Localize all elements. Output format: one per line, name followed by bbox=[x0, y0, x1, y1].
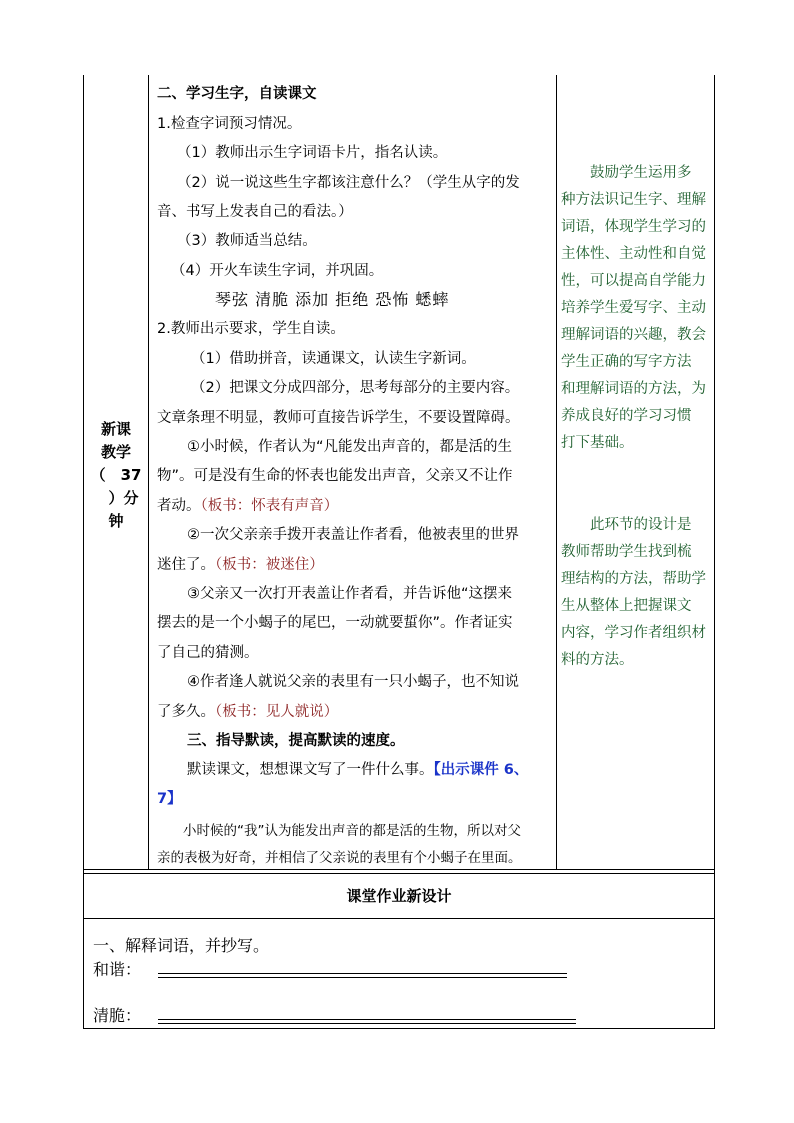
table-row-divider-2 bbox=[83, 873, 715, 874]
note-line: 料的方法。 bbox=[561, 652, 634, 668]
note-line: 生从整体上把握课文 bbox=[561, 598, 692, 614]
stage-label-line: ）分 bbox=[93, 489, 139, 507]
step-text: （2）说一说这些生字都该注意什么？（学生从字的发 bbox=[177, 175, 520, 191]
step-text: 默读课文，想想课文写了一件什么事。 bbox=[187, 762, 434, 778]
section-title: 二、学习生字，自读课文 bbox=[157, 86, 317, 102]
word-label: 清脆： bbox=[93, 1006, 142, 1025]
answer-text: 亲的表极为好奇，并相信了父亲说的表里有个小蝎子在里面。 bbox=[157, 850, 522, 866]
note-line: 内容，学习作者组织材 bbox=[561, 625, 706, 641]
paragraph-text: ③父亲又一次打开表盖让作者看，并告诉他“这摆来 bbox=[187, 586, 513, 602]
note-line: 学生正确的写字方法 bbox=[561, 354, 692, 370]
note-line: 和理解词语的方法，为 bbox=[561, 381, 706, 397]
stage-label-line: 教学 bbox=[100, 443, 131, 461]
paragraph-text: 了自己的猜测。 bbox=[157, 645, 259, 661]
step-text: 2.教师出示要求，学生自读。 bbox=[157, 321, 345, 337]
table-border-bottom bbox=[83, 1028, 715, 1029]
step-text: （2）把课文分成四部分，思考每部分的主要内容。 bbox=[191, 380, 520, 396]
note-line: 主体性、主动性和自觉 bbox=[561, 246, 706, 262]
courseware-note: 7】 bbox=[157, 791, 182, 807]
paragraph-text bbox=[157, 555, 324, 575]
paragraph-text: 了多久。 bbox=[157, 704, 215, 720]
paragraph-text: 摆去的是一个小蝎子的尾巴，一动就要蜇你”。作者证实 bbox=[157, 615, 513, 631]
answer-line[interactable] bbox=[158, 1019, 576, 1024]
paragraph-text: ①小时候，作者认为“凡能发出声音的，都是活的生 bbox=[187, 439, 513, 455]
design-note-1 bbox=[561, 160, 713, 457]
answer-line[interactable] bbox=[158, 973, 567, 978]
table-divider-1 bbox=[148, 75, 149, 869]
note-line: 教师帮助学生找到梳 bbox=[561, 544, 692, 560]
table-border-right bbox=[714, 75, 715, 1029]
step-text: （1）借助拼音，读通课文，认读生字新词。 bbox=[191, 351, 476, 367]
step-text: （1）教师出示生字词语卡片，指名认读。 bbox=[177, 145, 448, 161]
table-row-divider-1 bbox=[83, 869, 715, 870]
paragraph-text: 物”。可是没有生命的怀表也能发出声音，父亲又不让作 bbox=[157, 468, 513, 484]
table-row-divider-3 bbox=[83, 918, 715, 919]
step-text: 音、书写上发表自己的看法。） bbox=[157, 204, 353, 220]
word-label: 和谐： bbox=[93, 960, 142, 979]
paragraph-text: 者动。 bbox=[157, 498, 201, 514]
step-text: （3）教师适当总结。 bbox=[177, 233, 317, 249]
stage-label bbox=[86, 418, 146, 533]
note-line: 种方法识记生字、理解 bbox=[561, 192, 706, 208]
note-line: 性，可以提高自学能力 bbox=[561, 273, 706, 289]
step-text bbox=[187, 760, 528, 780]
paragraph-text: ②一次父亲亲手拨开表盖让作者看，他被表里的世界 bbox=[187, 527, 519, 543]
note-line: 养成良好的学习习惯 bbox=[561, 408, 692, 424]
design-note-2 bbox=[561, 512, 713, 674]
courseware-note: 【出示课件 6、 bbox=[433, 762, 529, 778]
paragraph-text bbox=[157, 496, 338, 516]
note-line: 鼓励学生运用多 bbox=[561, 165, 692, 181]
note-line: 打下基础。 bbox=[561, 435, 634, 451]
paragraph-text: 迷住了。 bbox=[157, 557, 215, 573]
stage-label-line: 钟 bbox=[108, 512, 124, 530]
board-note: （板书：怀表有声音） bbox=[200, 498, 339, 514]
step-text: 1.检查字词预习情况。 bbox=[157, 116, 302, 132]
paragraph-text: ④作者逢人就说父亲的表里有一只小蝎子，也不知说 bbox=[187, 674, 519, 690]
note-line: 此环节的设计是 bbox=[561, 517, 692, 533]
note-line: 培养学生爱写字、主动 bbox=[561, 300, 706, 316]
stage-label-line: 新课 bbox=[100, 420, 131, 438]
vocabulary-words: 琴弦 清脆 添加 拒绝 恐怖 蟋蟀 bbox=[215, 290, 450, 309]
section-title: 三、指导默读，提高默读的速度。 bbox=[187, 733, 405, 749]
table-divider-2 bbox=[556, 75, 557, 869]
note-line: 理解词语的兴趣，教会 bbox=[561, 327, 706, 343]
note-line: 词语，体现学生学习的 bbox=[561, 219, 706, 235]
paragraph-text bbox=[157, 702, 338, 722]
stage-label-line: （ 37 bbox=[90, 466, 142, 484]
board-note: （板书：被迷住） bbox=[215, 557, 324, 573]
board-note: （板书：见人就说） bbox=[215, 704, 339, 720]
note-line: 理结构的方法，帮助学 bbox=[561, 571, 706, 587]
step-text: （4）开火车读生字词，并巩固。 bbox=[171, 263, 384, 279]
step-text: 文章条理不明显，教师可直接告诉学生，不要设置障碍。 bbox=[157, 410, 520, 426]
homework-question: 一、解释词语，并抄写。 bbox=[93, 936, 270, 955]
homework-title: 课堂作业新设计 bbox=[346, 887, 452, 905]
answer-text: 小时候的“我”认为能发出声音的都是活的生物，所以对父 bbox=[183, 823, 521, 839]
